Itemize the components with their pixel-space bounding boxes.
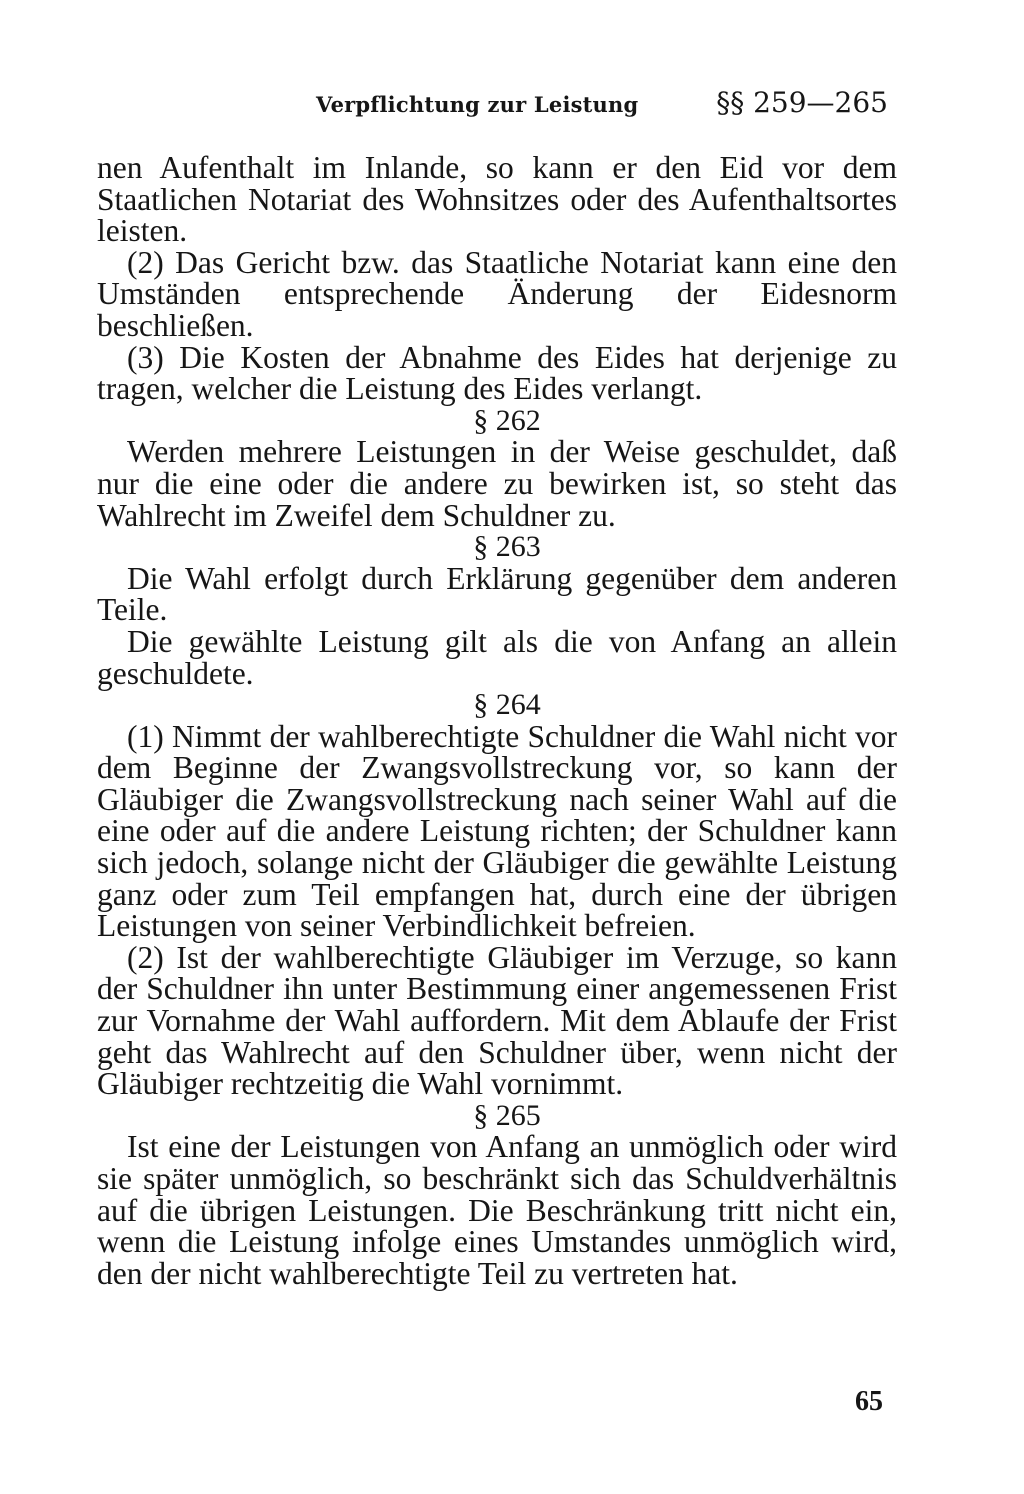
- section-heading-263: § 263: [473, 530, 541, 564]
- section-heading-264: § 264: [473, 688, 541, 722]
- paragraph-264-1: (1) Nimmt der wahlberechtigte Schuldner die Wahl nicht vor dem Beginne der Zwangsvollstreckung vor, so kann der Gläubiger die Zwangsvollstreckung nach seiner Wahl auf die eine oder auf die andere Leistung richten; der Schuldner kann sich jedoch, solange nicht der Gläubiger die gewählte Leistung ganz oder zum Teil empfangen hat, durch eine der übrigen Leistungen von seiner Verbindlichkeit befreien.: [97, 718, 897, 944]
- section-heading-265: § 265: [473, 1098, 541, 1132]
- paragraph-continued: nen Aufenthalt im Inlande, so kann er den Eid vor dem Staatlichen Notariat des Wohnsitzes oder des Aufenthaltsortes leisten.: [97, 150, 897, 249]
- paragraph-261-3: (3) Die Kosten der Abnahme des Eides hat derjenige zu tragen, welcher die Leistung des Eides verlangt.: [97, 339, 897, 407]
- section-heading-262: § 262: [473, 403, 541, 437]
- running-title: Verpflichtung zur Leistung: [316, 92, 639, 117]
- paragraph-264-2: (2) Ist der wahlberechtigte Gläubiger im Verzuge, so kann der Schuldner ihn unter Bestimmung einer angemessenen Frist zur Vornahme der Wahl auffordern. Mit dem Ablaufe der Frist geht das Wahlrecht auf den Schuldner über, wenn nicht der Gläubiger rechtzeitig die Wahl vornimmt.: [97, 939, 897, 1102]
- paragraph-262: Werden mehrere Leistungen in der Weise geschuldet, daß nur die eine oder die andere zu bewirken ist, so steht das Wahlrecht im Zweifel dem Schuldner zu.: [97, 434, 897, 533]
- paragraph-263-2: Die gewählte Leistung gilt als die von Anfang an allein geschuldete.: [97, 623, 897, 691]
- body-text: [97, 152, 897, 1289]
- paragraph-263-1: Die Wahl erfolgt durch Erklärung gegenüber dem anderen Teile.: [97, 560, 897, 628]
- paragraph-265: Ist eine der Leistungen von Anfang an unmöglich oder wird sie später unmöglich, so beschränkt sich das Schuldverhältnis auf die übrigen Leistungen. Die Beschränkung tritt nicht ein, wenn die Leistung infolge eines Umstandes unmöglich wird, den der nicht wahlberechtigte Teil zu vertreten hat.: [97, 1129, 897, 1291]
- page-number: 65: [855, 1386, 883, 1417]
- paragraph-261-2: (2) Das Gericht bzw. das Staatliche Notariat kann eine den Umständen entsprechende Änderung der Eidesnorm beschließen.: [97, 244, 897, 343]
- page-header: [316, 86, 896, 130]
- section-range: §§ 259—265: [716, 86, 888, 119]
